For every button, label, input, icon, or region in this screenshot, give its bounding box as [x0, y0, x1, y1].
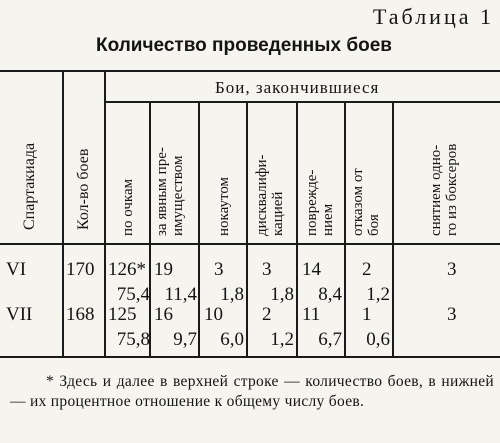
header-spartakiad: Спартакиада — [21, 142, 38, 230]
table-bottom-rule — [0, 356, 500, 358]
row-vi-pct-knockout: 1,8 — [220, 284, 244, 305]
row-vii-top-disqual: 2 — [262, 304, 272, 325]
header-bottom-rule — [0, 243, 500, 245]
row-vii-top-withdrawal: 3 — [447, 304, 457, 325]
row-vi-pct-advantage: 11,4 — [164, 284, 197, 305]
row-vi-pct-disqual: 1,8 — [270, 284, 294, 305]
col-divider-6 — [296, 102, 298, 356]
col-divider-3 — [149, 102, 151, 356]
row-count-vii: 168 — [66, 304, 95, 325]
header-refusal: отказом от боя — [350, 168, 382, 236]
row-vi-pct-points: 75,4 — [116, 284, 150, 305]
header-group: Бои, закончившиеся — [215, 78, 380, 97]
table-label: Таблица 1 — [372, 4, 494, 29]
row-vii-top-advantage: 16 — [154, 304, 173, 325]
footnote: * Здесь и далее в верхней строке — количество боев, в нижней — их процентное отношение к общему числу боев. — [10, 373, 494, 410]
row-vi-top-disqual: 3 — [262, 259, 272, 280]
row-vi-pct-refusal: 1,2 — [366, 284, 390, 305]
header-disqualification: дисквалифи- кацией — [254, 154, 286, 236]
col-divider-1 — [62, 71, 64, 356]
row-vii-pct-injury: 6,7 — [318, 329, 342, 350]
row-vii-pct-points: 75,8 — [116, 329, 150, 350]
row-vii-top-knockout: 10 — [204, 304, 223, 325]
header-fights-count: Кол-во боев — [75, 148, 92, 230]
table-top-rule — [0, 70, 500, 72]
row-count-vi: 170 — [66, 259, 95, 280]
row-vii-pct-knockout: 6,0 — [220, 329, 244, 350]
row-vi-top-knockout: 3 — [214, 259, 224, 280]
row-label-vii: VII — [6, 304, 33, 325]
row-vii-top-refusal: 1 — [362, 304, 372, 325]
row-vii-top-points: 125 — [108, 304, 137, 325]
row-label-vi: VI — [6, 259, 27, 280]
table-title: Количество проведенных боев — [96, 35, 392, 56]
header-injury: поврежде- нием — [304, 169, 336, 236]
col-divider-2 — [104, 71, 106, 356]
row-vi-top-injury: 14 — [302, 259, 321, 280]
row-vii-pct-refusal: 0,6 — [366, 329, 390, 350]
header-points: по очкам — [120, 178, 136, 236]
header-knockout: нокаутом — [216, 176, 232, 236]
row-vii-top-injury: 11 — [302, 304, 321, 325]
row-vi-pct-injury: 8,4 — [318, 284, 342, 305]
row-vi-top-points: 126* — [108, 259, 146, 280]
row-vi-top-refusal: 2 — [362, 259, 372, 280]
header-withdrawal: снятием одно- го из боксеров — [428, 143, 460, 236]
col-divider-5 — [246, 102, 248, 356]
row-vi-top-advantage: 19 — [154, 259, 173, 280]
row-vii-pct-advantage: 9,7 — [173, 329, 197, 350]
col-divider-4 — [198, 102, 200, 356]
row-vii-pct-disqual: 1,2 — [270, 329, 294, 350]
header-clear-advantage: за явным пре- имуществом — [154, 147, 186, 236]
col-divider-8 — [392, 102, 394, 356]
group-header-rule — [104, 101, 500, 103]
col-divider-7 — [344, 102, 346, 356]
row-vi-top-withdrawal: 3 — [447, 259, 457, 280]
